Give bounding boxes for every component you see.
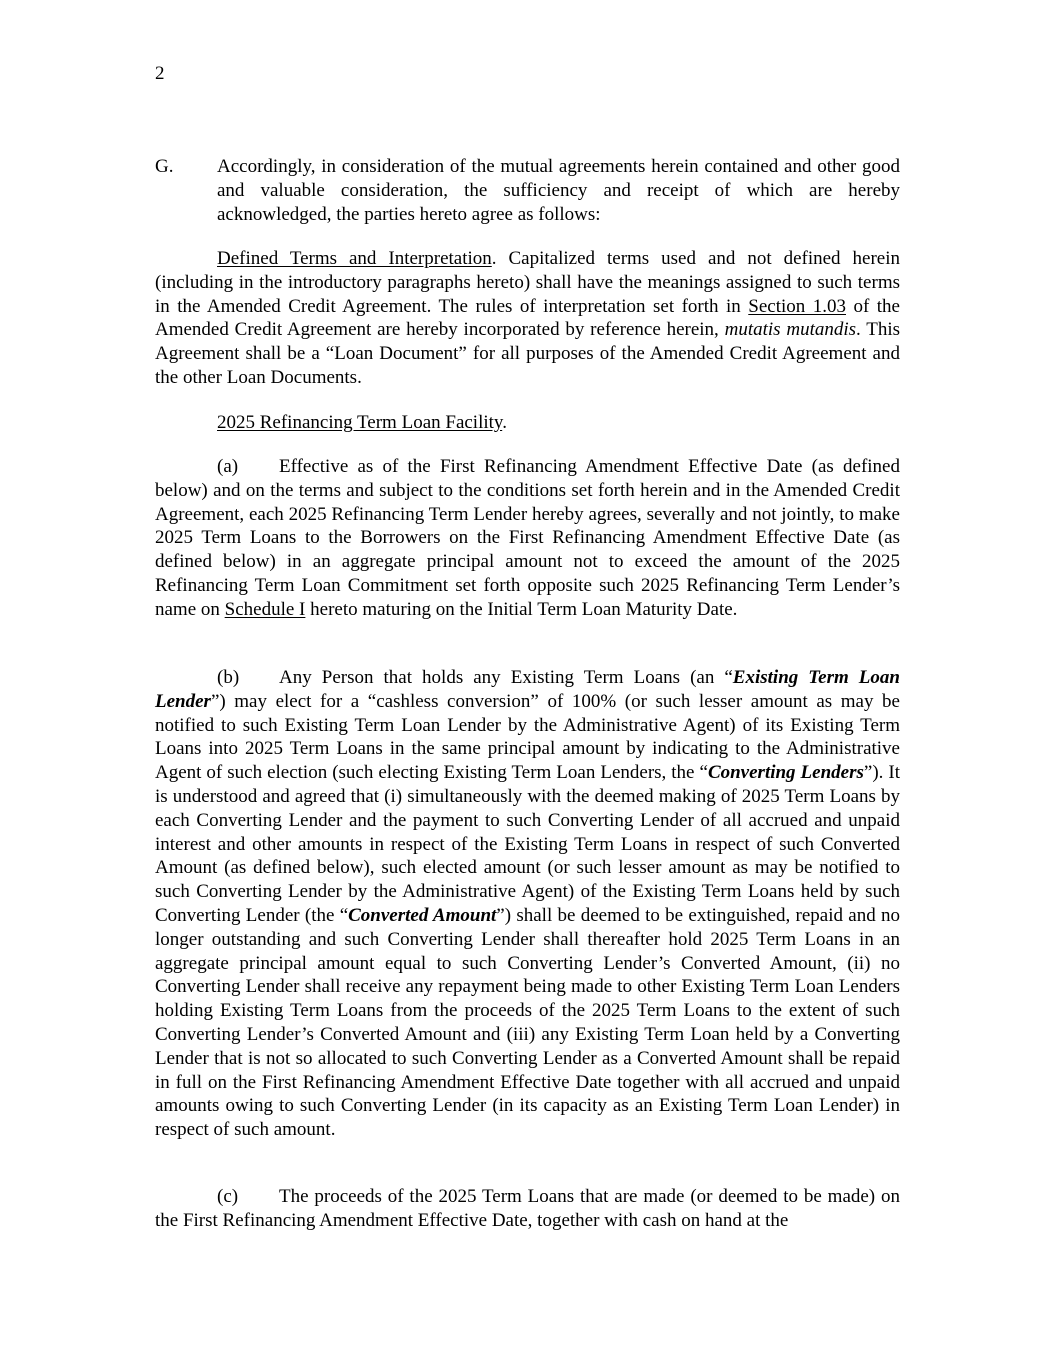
- recital-g-label: G.: [155, 156, 174, 177]
- clause-c-label: (c): [217, 1186, 239, 1207]
- clause-b-text-2: ”) may elect for a “cashless conversion” of 100% (or such lesser amount as may be notified to such Existing Term Loan Lender by the Administrative Agent) of its Existing Term Loans into 2025 Term Loans in the same principal amount by indicating to the Administrative Agent of such election (such electing Existing Term Loan Lenders, the “: [155, 690, 900, 784]
- clause-b-text-1: Any Person that holds any Existing Term Loans (an “: [279, 667, 733, 688]
- section-reference: Section 1.03: [748, 295, 846, 317]
- defined-terms-heading: Defined Terms and Interpretation: [217, 248, 492, 269]
- clause-a-label: (a): [217, 456, 239, 477]
- facility-heading-suffix: .: [502, 412, 507, 433]
- clause-a: [155, 455, 900, 622]
- page-number: 2: [155, 63, 165, 84]
- defined-terms-text-2: of the Amended Credit Agreement are hereby incorporated by reference herein,: [155, 295, 900, 341]
- clause-a-text-2: hereto maturing on the Initial Term Loan Maturity Date.: [305, 598, 738, 620]
- defined-terms-text-1: . Capitalized terms used and not defined herein (including in the introductory paragraphs hereto) shall have the meanings assigned to such terms in the Amended Credit Agreement. The rules of interpretation set forth in: [155, 248, 900, 317]
- clause-b-text-3: ”). It is understood and agreed that (i) simultaneously with the deemed making of 2025 Term Loans by each Converting Lender and the payment to such Converting Lender of all accrued and unpaid interest and other amounts in respect of the Existing Term Loans in respect of such Converted Amount (as defined below), such elected amount (or such lesser amount as may be notified to such Converting Lender by the Administrative Agent) of the Existing Term Loans held by such Converting Lender (the “: [155, 762, 901, 926]
- recital-g: [155, 155, 900, 226]
- facility-heading-paragraph: [155, 411, 900, 435]
- facility-heading: 2025 Refinancing Term Loan Facility: [217, 412, 503, 433]
- clause-b: [155, 666, 900, 1142]
- clause-c-text: The proceeds of the 2025 Term Loans that are made (or deemed to be made) on the First Refinancing Amendment Effective Date, together with cash on hand at the: [155, 1186, 900, 1231]
- clause-c: [155, 1185, 900, 1233]
- defined-terms-paragraph: [155, 247, 900, 390]
- recital-g-text: Accordingly, in consideration of the mutual agreements herein contained and other good and valuable consideration, the sufficiency and receipt of which are hereby acknowledged, the parties hereto agree as follows:: [217, 156, 900, 225]
- defined-term-converted-amount: Converted Amount: [348, 904, 497, 926]
- defined-term-converting-lenders: Converting Lenders: [707, 762, 864, 784]
- latin-phrase: mutatis mutandis: [724, 319, 857, 341]
- defined-term-existing-term-loan-lender: Existing Term Loan Lender: [155, 667, 900, 712]
- clause-a-text-1: Effective as of the First Refinancing Amendment Effective Date (as defined below) and on the terms and subject to the conditions set forth herein and in the Amended Credit Agreement, each 2025 Refinancing Term Lender hereby agrees, severally and not jointly, to make 2025 Term Loans to the Borrowers on the First Refinancing Amendment Effective Date (as defined below) in an aggregate principal amount not to exceed the amount of the 2025 Refinancing Term Loan Commitment set forth opposite such 2025 Refinancing Term Lender’s name on: [155, 456, 900, 620]
- clause-b-label: (b): [217, 667, 240, 688]
- defined-terms-text-3: . This Agreement shall be a “Loan Document” for all purposes of the Amended Credit Agreement and the other Loan Documents.: [155, 319, 901, 388]
- clause-b-text-4: ”) shall be deemed to be extinguished, repaid and no longer outstanding and such Converting Lender shall thereafter hold 2025 Term Loans in an aggregate principal amount equal to such Converting Lender’s Converted Amount, (ii) no Converting Lender shall receive any repayment being made to other Existing Term Loan Lenders holding Existing Term Loans from the proceeds of the 2025 Term Loans to the extent of such Converting Lender’s Converted Amount and (iii) any Existing Term Loan held by a Converting Lender that is not so allocated to such Converting Lender as a Converted Amount shall be repaid in full on the First Refinancing Amendment Effective Date together with all accrued and unpaid amounts owing to such Converting Lender (in its capacity as an Existing Term Loan Lender) in respect of such amount.: [155, 904, 901, 1141]
- schedule-reference: Schedule I: [224, 598, 306, 620]
